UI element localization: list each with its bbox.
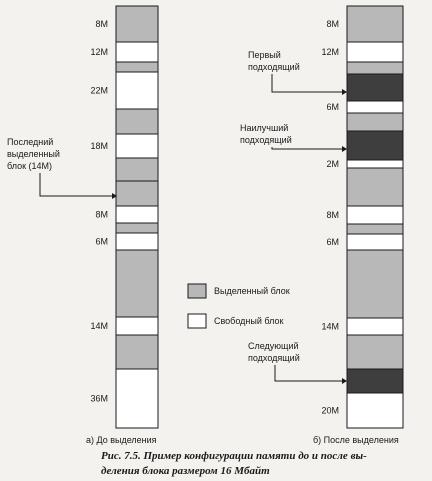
memory-block-allocated (347, 62, 403, 74)
annotation-last-allocated-line3: блок (14M) (7, 161, 53, 171)
block-size-label: 8M (95, 19, 108, 29)
arrowhead-icon (342, 89, 347, 95)
memory-block-free (116, 369, 158, 428)
annotation-best-fit-line1: Наилучший (240, 123, 289, 133)
memory-block-free (116, 134, 158, 158)
memory-block-free (116, 317, 158, 335)
caption-after: б) После выделения (313, 435, 399, 445)
annotation-last-allocated-line2: выделенный (7, 149, 60, 159)
memory-block-allocated (347, 113, 403, 131)
annotation-next-fit-line1: Следующий (248, 341, 299, 351)
legend-allocated-label: Выделенный блок (214, 286, 290, 296)
memory-block-new-allocation (347, 369, 403, 393)
memory-block-free (347, 101, 403, 113)
memory-block-free (347, 234, 403, 250)
memory-block-allocated (116, 109, 158, 134)
annotation-next-fit (248, 341, 347, 384)
memory-block-allocated (347, 335, 403, 369)
annotation-first-fit-line2: подходящий (248, 62, 300, 72)
memory-block-allocated (116, 223, 158, 233)
block-size-label: 14M (321, 321, 339, 332)
annotation-next-fit-arrow (275, 365, 342, 381)
arrowhead-icon (342, 146, 347, 152)
annotation-best-fit-line2: подходящий (240, 135, 292, 145)
annotation-next-fit-line2: подходящий (248, 353, 300, 363)
legend (188, 284, 290, 328)
memory-block-free (347, 393, 403, 428)
legend-free-label: Свободный блок (214, 316, 284, 326)
memory-block-allocated (116, 335, 158, 369)
memory-column-after (321, 6, 403, 428)
block-size-label: 6M (326, 102, 339, 112)
memory-block-free (347, 160, 403, 168)
memory-block-allocated (116, 62, 158, 72)
annotation-best-fit-arrow (272, 147, 342, 149)
block-size-label: 12M (321, 47, 339, 57)
memory-block-allocated (347, 224, 403, 234)
annotation-best-fit (240, 123, 347, 152)
memory-block-free (347, 42, 403, 62)
memory-column-before (90, 6, 158, 428)
legend-free-swatch (188, 314, 206, 328)
block-size-label: 36M (90, 393, 108, 404)
memory-block-allocated (116, 6, 158, 42)
memory-block-free (116, 233, 158, 250)
block-size-label: 18M (90, 141, 108, 151)
block-size-label: 8M (326, 210, 339, 220)
annotation-last-allocated-line1: Последний (7, 137, 54, 147)
memory-block-free (347, 318, 403, 335)
figure-caption-line2: деления блока размером 16 Мбайт (101, 465, 270, 477)
memory-block-allocated (116, 250, 158, 317)
figure-caption-line1: Рис. 7.5. Пример конфигурации памяти до и после вы- (101, 450, 367, 462)
memory-block-free (116, 42, 158, 62)
memory-block-new-allocation (347, 74, 403, 101)
block-size-label: 20M (321, 405, 339, 416)
memory-block-allocated (347, 6, 403, 42)
annotation-last-allocated-arrow (40, 173, 112, 196)
memory-block-allocated (347, 168, 403, 206)
legend-allocated-swatch (188, 284, 206, 298)
block-size-label: 6M (326, 237, 339, 247)
annotation-first-fit-line1: Первый (248, 50, 281, 60)
block-size-label: 8M (95, 209, 108, 220)
block-size-label: 8M (326, 19, 339, 29)
memory-block-allocated (116, 181, 158, 206)
block-size-label: 22M (90, 85, 108, 96)
block-size-label: 6M (95, 236, 108, 247)
arrowhead-icon (342, 378, 347, 384)
block-size-label: 14M (90, 321, 108, 331)
memory-block-allocated (116, 158, 158, 181)
memory-block-free (116, 72, 158, 109)
block-size-label: 2M (326, 159, 339, 169)
memory-block-new-allocation (347, 131, 403, 160)
memory-block-free (116, 206, 158, 223)
annotation-first-fit-arrow (272, 74, 342, 92)
memory-block-allocated (347, 250, 403, 318)
block-size-label: 12M (90, 47, 108, 57)
caption-before: а) До выделения (86, 435, 157, 445)
memory-block-free (347, 206, 403, 224)
